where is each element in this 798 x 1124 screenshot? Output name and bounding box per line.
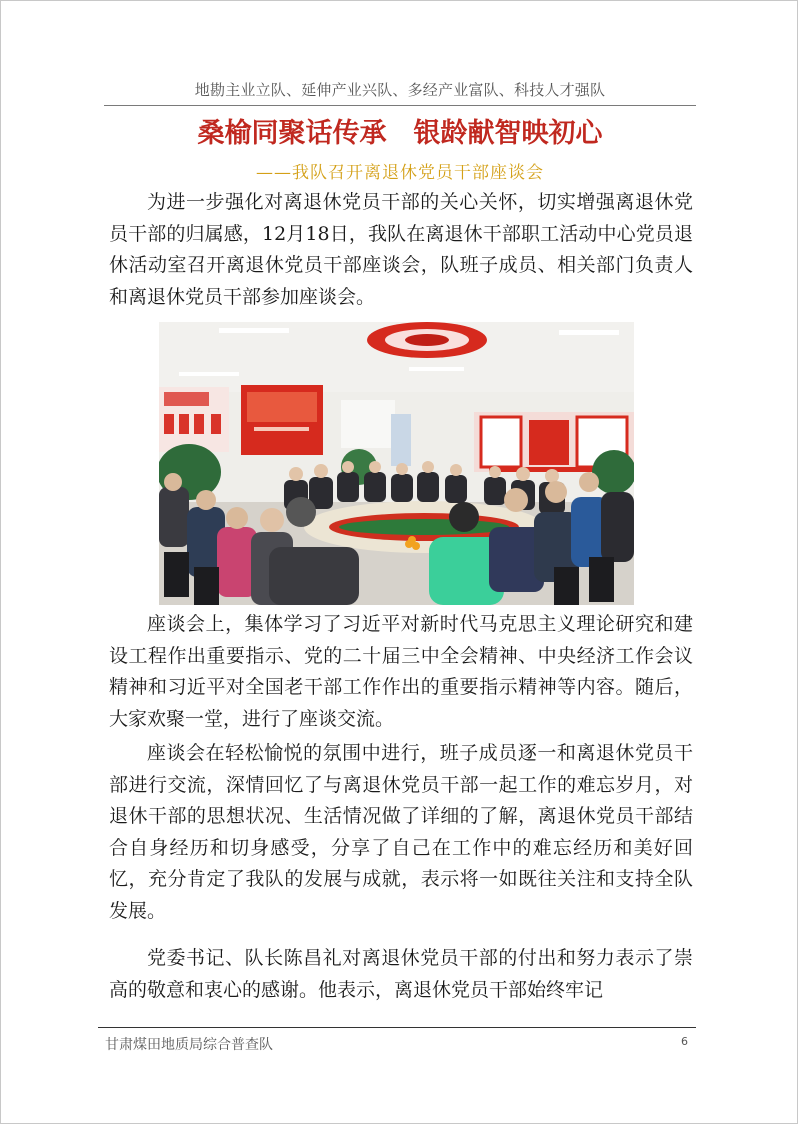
page-number: 6 bbox=[681, 1035, 688, 1048]
footer-divider bbox=[98, 1027, 696, 1028]
article-paragraph-1: 为进一步强化对离退休党员干部的关心关怀，切实增强离退休党员干部的归属感，12月18日，我队在离退休干部职工活动中心党员退休活动室召开离退休党员干部座谈会，队班子成员、相关部门负责人和离退休党员干部参加座谈会。 bbox=[109, 191, 693, 308]
article-paragraph-3: 座谈会在轻松愉悦的氛围中进行，班子成员逐一和离退休党员干部进行交流，深情回忆了与离退休党员干部一起工作的难忘岁月，对退休干部的思想状况、生活情况做了详细的了解，离退休党员干部结合自身经历和切身感受，分享了自己在工作中的难忘经历和美好回忆，充分肯定了我队的发展与成就，表示将一如既往关注和支持全队发展。 bbox=[109, 742, 693, 922]
article-title: 桑榆同聚话传承 银龄献智映初心 bbox=[197, 118, 603, 149]
article-paragraph-4: 党委书记、队长陈昌礼对离退休党员干部的付出和努力表示了崇高的敬意和衷心的感谢。他表示，离退休党员干部始终牢记 bbox=[109, 947, 693, 1001]
header-divider bbox=[104, 105, 696, 106]
header-motto: 地勘主业立队、延伸产业兴队、多经产业富队、科技人才强队 bbox=[194, 81, 606, 99]
meeting-photo bbox=[159, 322, 634, 605]
article-paragraph-2: 座谈会上，集体学习了习近平对新时代马克思主义理论研究和建设工程作出重要指示、党的二十届三中全会精神、中央经济工作会议精神和习近平对全国老干部工作作出的重要指示精神等内容。随后，大家欢聚一堂，进行了座谈交流。 bbox=[109, 613, 693, 730]
footer-organization: 甘肃煤田地质局综合普查队 bbox=[105, 1037, 273, 1053]
article-subtitle: ——我队召开离退休党员干部座谈会 bbox=[256, 163, 544, 183]
